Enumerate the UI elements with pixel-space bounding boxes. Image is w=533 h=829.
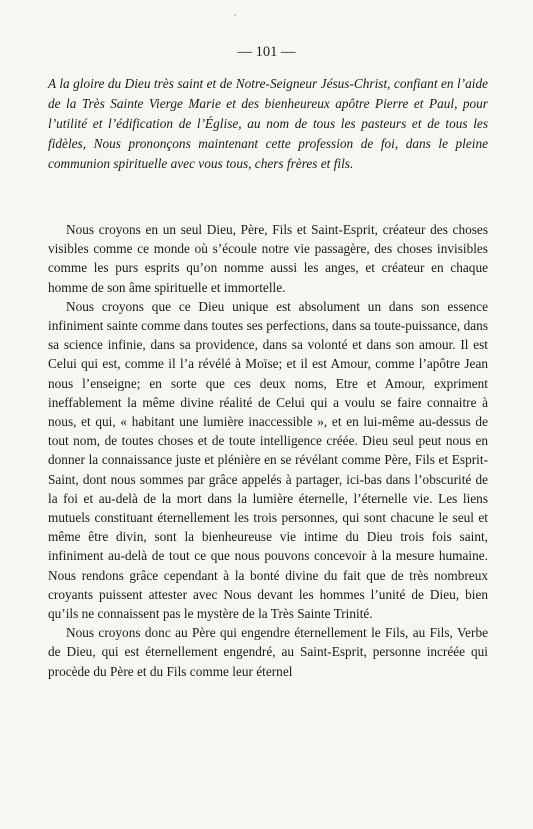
paragraph-one-god: Nous croyons que ce Dieu unique est absolument un dans son essence infiniment sainte comme dans toutes ses perfections, dans sa toute-puissance, dans sa science infinie, dans sa providence, dans sa volonté et dans son amour. Il est Celui qui est, comme il l’a révélé à Moïse; et il est Amour, comme l’apôtre Jean nous l’enseigne; en sorte que ces deux noms, Etre et Amour, expriment ineffablement la même divine réalité de Celui qui a voulu se faire connaitre à nous, et qui, « habitant une lumière inaccessible », et en lui-même au-dessus de tout nom, de toutes choses et de toute intelligence créée. Dieu seul peut nous en donner la connaissance juste et plénière en se révélant comme Père, Fils et Esprit-Saint, dont nous sommes par grâce appelés à partager, ici-bas dans l’obscurité de la foi et au-delà de la mort dans la lumière éternelle, l’éternelle vie. Les liens mutuels constituant éternellement les trois personnes, qui sont chacune le seul et même être divin, sont la bienheureuse vie intime du Dieu trois fois saint, infiniment au-delà de tout ce que nous pouvons concevoir à la mesure humaine. Nous rendons grâce cependant à la bonté divine du fait que de très nombreux croyants puissent attester avec Nous devant les hommes l’unité de Dieu, bien qu’ils ne connaissent pas le mystère de la Très Sainte Trinité. [48, 298, 488, 622]
page-number: — 101 — [237, 44, 296, 60]
paragraph-father-son: Nous croyons donc au Père qui engendre éternellement le Fils, au Fils, Verbe de Dieu, qui est éternellement engendré, au Saint-Esprit, personne incréée qui procède du Père et du Fils comme leur éternel [48, 625, 488, 679]
body-text [48, 220, 488, 681]
dedication-paragraph: A la gloire du Dieu très saint et de Notre-Seigneur Jésus-Christ, confiant en l’aide de la Très Sainte Vierge Marie et des bienheureux apôtre Pierre et Paul, pour l’utilité et l’édification de l’Église, au nom de tous les pasteurs et de tous les fidèles, Nous prononçons maintenant cette profession de foi, dans le pleine communion spirituelle avec vous tous, chers frères et fils. [48, 76, 488, 171]
paper-speck [234, 14, 236, 16]
paragraph-creator: Nous croyons en un seul Dieu, Père, Fils et Saint-Esprit, créateur des choses visibles comme ce monde où s’écoule notre vie passagère, des choses invisibles comme les purs esprits qu’on nomme aussi les anges, et créateur en chaque homme de son âme spirituelle et immortelle. [48, 222, 488, 295]
